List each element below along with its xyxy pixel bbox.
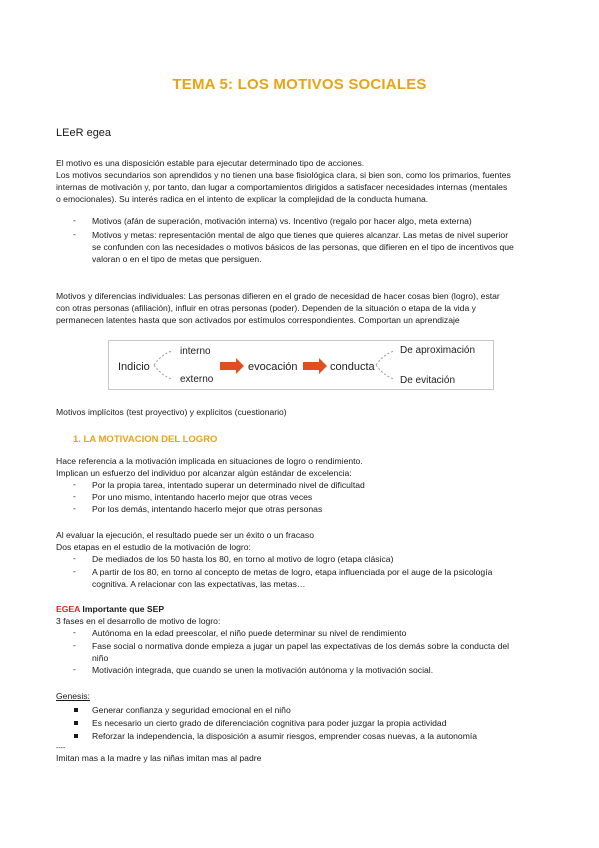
bullet-dash: - [73,553,76,563]
bullet-text: De mediados de los 50 hasta los 80, en torno al motivo de logro (etapa clásica) [92,554,394,564]
bullet-dash: - [73,215,76,225]
eval-line: Al evaluar la ejecución, el resultado puede ser un éxito o un fracaso [56,530,314,540]
bullet-dash: - [73,627,76,637]
implicit-line: Motivos implícitos (test proyectivo) y explícitos (cuestionario) [56,407,287,417]
bullet-text: Por la propia tarea, intentado superar un determinado nivel de dificultad [92,480,365,490]
closing-line: Imitan mas a la madre y las niñas imitan mas al padre [56,753,262,763]
bullet-dash: - [73,664,76,674]
bullet-text: Es necesario un cierto grado de diferenciación cognitiva para poder juzgar la propia actividad [92,718,447,728]
egea-label: EGEA [56,604,81,614]
intro-line: El motivo es una disposición estable para ejecutar determinado tipo de acciones. [56,158,365,168]
page-title: TEMA 5: LOS MOTIVOS SOCIALES [172,76,427,93]
bullet-text: cognitiva. A relacionar con las expectativas, las metas… [92,579,306,589]
diagram-evitacion: De evitación [400,375,456,386]
diagram-aproximacion: De aproximación [400,345,476,356]
bullet-dash: - [73,566,76,576]
motivation-process-diagram [108,340,494,390]
individual-line: con otras personas (afiliación), influir en otras personas (poder). Dependen de la situación o etapa de la vida y [56,303,476,313]
diagram-interno: interno [180,346,211,357]
bullet-text: se confunden con las necesidades o motivos básicos de las personas, que difieren en el tipo de incentivos que [92,242,514,252]
bullet-dash: - [73,503,76,513]
genesis-label: Genesis: [56,691,90,701]
eval-line: Dos etapas en el estudio de la motivación de logro: [56,542,251,552]
logro-line: Hace referencia a la motivación implicada en situaciones de logro o rendimiento. [56,456,363,466]
bullet-text: niño [92,653,109,663]
egea-note: Importante que SEP [80,604,165,614]
individual-line: permanecen latentes hasta que son activados por estímulos correspondientes. Comportan un aprendizaje [56,315,460,325]
intro-line: internas de motivación y, por tanto, dan lugar a comportamientos dirigidos a satisfacer necesidades internas (mentales [56,182,508,192]
bullet-text: Por los demás, intentando hacerlo mejor que otras personas [92,504,323,514]
bullet-text: Motivación integrada, que cuando se unen la motivación autónoma y la motivación social. [92,665,434,675]
section-heading: 1. LA MOTIVACION DEL LOGRO [73,434,218,445]
bullet-dash: - [73,479,76,489]
bullet-text: Autónoma en la edad preescolar, el niño puede determinar su nivel de rendimiento [92,628,407,638]
bullet-text: Reforzar la independencia, la disposición a asumir riesgos, emprender cosas nuevas, a la autonomía [92,731,478,741]
diagram-evocacion: evocación [248,361,298,373]
square-bullet-icon [74,721,78,725]
square-bullet-icon [74,734,78,738]
diagram-conducta: conducta [330,361,375,373]
bullet-text: Por uno mismo, intentando hacerlo mejor que otras veces [92,492,313,502]
subtitle: LEeR egea [56,127,112,139]
diagram-indicio: Indicio [118,361,150,373]
ellipsis-mark: ---- [56,745,66,752]
square-bullet-icon [74,708,78,712]
individual-line: Motivos y diferencias individuales: Las personas difieren en el grado de necesidad de hacer cosas bien (logro), estar [56,291,500,301]
bullet-text: Motivos (afán de superación, motivación interna) vs. Incentivo (regalo por hacer algo, meta externa) [92,216,472,226]
bullet-dash: - [73,229,76,239]
bullet-text: Generar confianza y seguridad emocional en el niño [92,705,291,715]
intro-line: o emocionales). Su interés radica en el intento de explicar la complejidad de la conducta humana. [56,194,429,204]
bullet-text: Motivos y metas: representación mental de algo que tienes que quieres alcanzar. Las metas de nivel superior [92,230,509,240]
logro-line: Implican un esfuerzo del individuo por alcanzar algún estándar de excelencia: [56,468,352,478]
intro-line: Los motivos secundarios son aprendidos y no tienen una base fisiológica clara, si bien son, como los primarios, fuentes [56,170,511,180]
bullet-text: valoran o en el tipo de metas que persiguen. [92,254,262,264]
bullet-dash: - [73,640,76,650]
bullet-dash: - [73,491,76,501]
bullet-text: Fase social o normativa donde empieza a jugar un papel las expectativas de los demás sobre la conducta del [92,641,510,651]
bullet-text: A partir de los 80, en torno al concepto de metas de logro, etapa influenciada por el auge de la psicología [92,567,493,577]
egea-line [56,603,164,615]
diagram-externo: externo [180,374,214,385]
fases-line: 3 fases en el desarrollo de motivo de logro: [56,616,221,626]
